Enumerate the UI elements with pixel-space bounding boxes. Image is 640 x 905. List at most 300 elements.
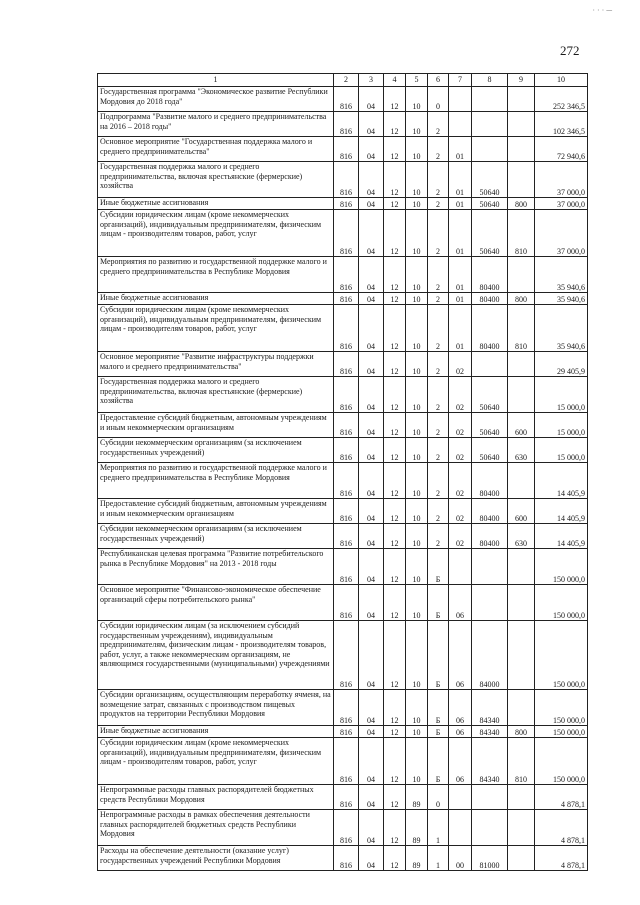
row-name: Мероприятия по развитию и государственной поддержке малого и среднего предпринимательства в Республике Мордовия [100, 463, 327, 482]
row-code-cell-c5: 10 [406, 162, 428, 198]
row-code-cell-c8: 80400 [472, 293, 508, 305]
table-row [98, 726, 588, 738]
row-amount-cell: 37 000,0 [535, 210, 588, 257]
row-code-cell-c5: 10 [406, 524, 428, 549]
row-code-cell-c4: 12 [384, 413, 406, 438]
table-row [98, 690, 588, 726]
row-code-cell-c7: 01 [449, 162, 472, 198]
table-row [98, 352, 588, 377]
row-code-cell-c7: 06 [449, 621, 472, 690]
row-code-cell-c8: 80400 [472, 524, 508, 549]
row-name: Иные бюджетные ассигнования [100, 726, 209, 735]
row-name-cell [98, 352, 334, 377]
row-code-cell-c5: 10 [406, 585, 428, 621]
row-name-cell [98, 137, 334, 162]
row-name-cell [98, 305, 334, 352]
row-code-cell-c8 [472, 137, 508, 162]
row-code-cell-c7: 01 [449, 137, 472, 162]
row-code-cell-c3: 04 [359, 377, 384, 413]
row-code-cell-c2: 816 [334, 198, 359, 210]
row-code-cell-c9: 800 [508, 726, 535, 738]
row-code-cell-c6: Б [428, 726, 449, 738]
scan-mark: · · · ─ [592, 6, 612, 15]
row-code-cell-c7 [449, 785, 472, 810]
row-amount-cell: 15 000,0 [535, 377, 588, 413]
header-cell: 9 [508, 74, 535, 87]
row-code-cell-c7: 02 [449, 377, 472, 413]
row-amount-cell: 14 405,9 [535, 499, 588, 524]
row-code-cell-c8 [472, 352, 508, 377]
header-row [98, 74, 588, 87]
row-code-cell-c6: 2 [428, 305, 449, 352]
row-name: Государственная поддержка малого и среднего предпринимательства, включая крестьянские (фермерские) хозяйства [100, 377, 303, 405]
row-code-cell-c9: 810 [508, 738, 535, 785]
row-code-cell-c3: 04 [359, 210, 384, 257]
row-code-cell-c2: 816 [334, 293, 359, 305]
row-name-cell [98, 463, 334, 499]
row-code-cell-c2: 816 [334, 305, 359, 352]
row-amount-cell: 37 000,0 [535, 198, 588, 210]
row-name-cell [98, 585, 334, 621]
row-amount-cell: 15 000,0 [535, 413, 588, 438]
row-name-cell [98, 738, 334, 785]
row-code-cell-c6: 0 [428, 785, 449, 810]
row-code-cell-c4: 12 [384, 549, 406, 585]
row-code-cell-c4: 12 [384, 810, 406, 846]
table-row [98, 549, 588, 585]
row-code-cell-c3: 04 [359, 690, 384, 726]
row-name-cell [98, 198, 334, 210]
row-amount-cell: 35 940,6 [535, 305, 588, 352]
row-code-cell-c4: 12 [384, 785, 406, 810]
header-cell: 3 [359, 74, 384, 87]
row-code-cell-c4: 12 [384, 210, 406, 257]
table-row [98, 846, 588, 871]
row-code-cell-c2: 816 [334, 785, 359, 810]
row-code-cell-c4: 12 [384, 198, 406, 210]
row-code-cell-c5: 10 [406, 210, 428, 257]
row-code-cell-c8: 50640 [472, 377, 508, 413]
row-code-cell-c7 [449, 87, 472, 112]
row-code-cell-c2: 816 [334, 499, 359, 524]
table-row [98, 585, 588, 621]
row-code-cell-c4: 12 [384, 621, 406, 690]
header-cell: 8 [472, 74, 508, 87]
row-code-cell-c2: 816 [334, 137, 359, 162]
row-code-cell-c7: 06 [449, 585, 472, 621]
table-row [98, 499, 588, 524]
row-code-cell-c3: 04 [359, 352, 384, 377]
row-code-cell-c5: 89 [406, 785, 428, 810]
row-code-cell-c9 [508, 463, 535, 499]
row-code-cell-c5: 10 [406, 413, 428, 438]
row-name: Основное мероприятие "Развитие инфраструктуры поддержки малого и среднего предпринимательства" [100, 352, 314, 371]
row-code-cell-c6: Б [428, 738, 449, 785]
table-row [98, 305, 588, 352]
row-code-cell-c5: 89 [406, 846, 428, 871]
row-code-cell-c2: 816 [334, 87, 359, 112]
row-code-cell-c6: 2 [428, 499, 449, 524]
row-amount-cell: 150 000,0 [535, 690, 588, 726]
row-code-cell-c4: 12 [384, 293, 406, 305]
row-code-cell-c5: 10 [406, 87, 428, 112]
row-code-cell-c8: 50640 [472, 210, 508, 257]
table-row [98, 785, 588, 810]
row-code-cell-c6: 2 [428, 413, 449, 438]
row-amount-cell: 150 000,0 [535, 585, 588, 621]
row-amount-cell: 4 878,1 [535, 810, 588, 846]
row-code-cell-c7: 02 [449, 524, 472, 549]
row-code-cell-c8: 80400 [472, 499, 508, 524]
row-code-cell-c9 [508, 690, 535, 726]
table-row [98, 137, 588, 162]
row-code-cell-c4: 12 [384, 438, 406, 463]
row-code-cell-c6: Б [428, 690, 449, 726]
row-code-cell-c8 [472, 112, 508, 137]
row-name: Предоставление субсидий бюджетным, автономным учреждениям и иным некоммерческим организациям [100, 413, 327, 432]
row-code-cell-c6: 2 [428, 438, 449, 463]
table-row [98, 463, 588, 499]
row-name: Субсидии юридическим лицам (кроме некоммерческих организаций), индивидуальным предпринимателям, физическим лицам - производителям товаров, работ, услуг [100, 738, 322, 766]
row-name: Основное мероприятие "Финансово-экономическое обеспечение организаций сферы потребительского рынка" [100, 585, 321, 604]
page-number: 272 [560, 43, 580, 58]
row-code-cell-c9 [508, 352, 535, 377]
row-code-cell-c9: 800 [508, 293, 535, 305]
row-code-cell-c2: 816 [334, 463, 359, 499]
row-name-cell [98, 549, 334, 585]
row-code-cell-c3: 04 [359, 738, 384, 785]
row-name: Иные бюджетные ассигнования [100, 198, 209, 207]
row-name: Государственная поддержка малого и среднего предпринимательства, включая крестьянские (фермерские) хозяйства [100, 162, 303, 190]
table-row [98, 293, 588, 305]
row-code-cell-c7 [449, 112, 472, 137]
row-name: Субсидии некоммерческим организациям (за исключением государственных учреждений) [100, 438, 302, 457]
row-code-cell-c5: 10 [406, 738, 428, 785]
row-amount-cell: 102 346,5 [535, 112, 588, 137]
row-code-cell-c2: 816 [334, 210, 359, 257]
row-name-cell [98, 377, 334, 413]
row-name-cell [98, 621, 334, 690]
row-code-cell-c9 [508, 257, 535, 293]
row-name-cell [98, 210, 334, 257]
row-code-cell-c8: 84340 [472, 738, 508, 785]
row-name-cell [98, 413, 334, 438]
row-amount-cell: 4 878,1 [535, 846, 588, 871]
row-code-cell-c5: 10 [406, 726, 428, 738]
row-amount-cell: 72 940,6 [535, 137, 588, 162]
row-code-cell-c7 [449, 810, 472, 846]
row-code-cell-c7: 01 [449, 293, 472, 305]
row-code-cell-c4: 12 [384, 585, 406, 621]
row-code-cell-c6: Б [428, 549, 449, 585]
row-code-cell-c9 [508, 621, 535, 690]
row-code-cell-c2: 816 [334, 413, 359, 438]
row-code-cell-c3: 04 [359, 162, 384, 198]
row-code-cell-c2: 816 [334, 690, 359, 726]
row-code-cell-c9: 600 [508, 499, 535, 524]
row-code-cell-c9 [508, 549, 535, 585]
row-code-cell-c6: 2 [428, 524, 449, 549]
row-code-cell-c4: 12 [384, 87, 406, 112]
row-code-cell-c4: 12 [384, 846, 406, 871]
row-name-cell [98, 293, 334, 305]
row-name: Основное мероприятие "Государственная поддержка малого и среднего предпринимательства" [100, 137, 313, 156]
row-name-cell [98, 810, 334, 846]
header-cell: 7 [449, 74, 472, 87]
row-code-cell-c8 [472, 785, 508, 810]
row-amount-cell: 35 940,6 [535, 257, 588, 293]
row-code-cell-c5: 10 [406, 257, 428, 293]
row-code-cell-c8 [472, 549, 508, 585]
row-amount-cell: 29 405,9 [535, 352, 588, 377]
row-code-cell-c9 [508, 137, 535, 162]
row-code-cell-c5: 10 [406, 352, 428, 377]
row-code-cell-c5: 10 [406, 198, 428, 210]
row-code-cell-c6: 2 [428, 377, 449, 413]
row-code-cell-c6: 1 [428, 810, 449, 846]
row-code-cell-c4: 12 [384, 305, 406, 352]
row-code-cell-c3: 04 [359, 87, 384, 112]
row-code-cell-c8: 50640 [472, 413, 508, 438]
row-code-cell-c2: 816 [334, 352, 359, 377]
row-code-cell-c4: 12 [384, 257, 406, 293]
row-name: Государственная программа "Экономическое развитие Республики Мордовия до 2018 года" [100, 87, 328, 106]
row-name: Предоставление субсидий бюджетным, автономным учреждениям и иным некоммерческим организациям [100, 499, 327, 518]
row-code-cell-c5: 10 [406, 377, 428, 413]
row-name-cell [98, 438, 334, 463]
row-code-cell-c7: 01 [449, 305, 472, 352]
table-row [98, 621, 588, 690]
header-cell: 5 [406, 74, 428, 87]
row-code-cell-c8: 80400 [472, 463, 508, 499]
row-code-cell-c2: 816 [334, 846, 359, 871]
row-code-cell-c3: 04 [359, 438, 384, 463]
row-code-cell-c2: 816 [334, 438, 359, 463]
row-code-cell-c5: 10 [406, 499, 428, 524]
row-code-cell-c7: 01 [449, 210, 472, 257]
table-row [98, 438, 588, 463]
row-amount-cell: 150 000,0 [535, 738, 588, 785]
table-row [98, 162, 588, 198]
table-row [98, 257, 588, 293]
row-amount-cell: 150 000,0 [535, 549, 588, 585]
row-name-cell [98, 257, 334, 293]
row-code-cell-c9: 630 [508, 438, 535, 463]
row-code-cell-c2: 816 [334, 726, 359, 738]
row-amount-cell: 14 405,9 [535, 524, 588, 549]
row-code-cell-c3: 04 [359, 810, 384, 846]
row-code-cell-c8 [472, 87, 508, 112]
row-code-cell-c8: 84340 [472, 690, 508, 726]
table-row [98, 810, 588, 846]
row-code-cell-c7: 06 [449, 738, 472, 785]
row-code-cell-c7: 06 [449, 726, 472, 738]
row-code-cell-c6: 2 [428, 162, 449, 198]
table-row [98, 198, 588, 210]
row-name-cell [98, 87, 334, 112]
row-code-cell-c5: 10 [406, 137, 428, 162]
row-code-cell-c3: 04 [359, 621, 384, 690]
row-code-cell-c5: 10 [406, 112, 428, 137]
row-code-cell-c8: 50640 [472, 438, 508, 463]
row-amount-cell: 252 346,5 [535, 87, 588, 112]
row-code-cell-c7: 02 [449, 413, 472, 438]
row-code-cell-c6: 2 [428, 210, 449, 257]
row-name-cell [98, 499, 334, 524]
row-name-cell [98, 726, 334, 738]
row-code-cell-c5: 89 [406, 810, 428, 846]
row-code-cell-c2: 816 [334, 112, 359, 137]
row-code-cell-c9 [508, 810, 535, 846]
row-code-cell-c9: 600 [508, 413, 535, 438]
row-amount-cell: 35 940,6 [535, 293, 588, 305]
row-code-cell-c6: 2 [428, 257, 449, 293]
row-code-cell-c2: 816 [334, 162, 359, 198]
row-amount-cell: 4 878,1 [535, 785, 588, 810]
row-code-cell-c7: 02 [449, 499, 472, 524]
row-code-cell-c4: 12 [384, 112, 406, 137]
row-code-cell-c3: 04 [359, 198, 384, 210]
row-code-cell-c7: 01 [449, 257, 472, 293]
row-code-cell-c3: 04 [359, 463, 384, 499]
header-cell: 4 [384, 74, 406, 87]
table-row [98, 738, 588, 785]
table-row [98, 210, 588, 257]
row-code-cell-c2: 816 [334, 585, 359, 621]
table-row [98, 413, 588, 438]
row-name: Субсидии организациям, осуществляющим переработку ячменя, на возмещение затрат, связанных с производством пищевых продуктов на территории Республики Мордовия [100, 690, 331, 718]
row-code-cell-c8: 84340 [472, 726, 508, 738]
row-name: Непрограммные расходы в рамках обеспечения деятельности главных распорядителей бюджетных средств Республики Мордовия [100, 810, 310, 838]
row-code-cell-c9 [508, 785, 535, 810]
row-name: Расходы на обеспечение деятельности (оказание услуг) государственных учреждений Республики Мордовия [100, 846, 289, 865]
row-code-cell-c9 [508, 585, 535, 621]
row-name-cell [98, 162, 334, 198]
row-name-cell [98, 785, 334, 810]
row-name-cell [98, 846, 334, 871]
row-name-cell [98, 690, 334, 726]
row-code-cell-c7: 02 [449, 463, 472, 499]
row-name-cell [98, 112, 334, 137]
row-amount-cell: 150 000,0 [535, 726, 588, 738]
row-code-cell-c3: 04 [359, 726, 384, 738]
row-code-cell-c4: 12 [384, 726, 406, 738]
row-code-cell-c2: 816 [334, 524, 359, 549]
row-code-cell-c6: 2 [428, 198, 449, 210]
table-row [98, 524, 588, 549]
row-code-cell-c8: 50640 [472, 198, 508, 210]
row-code-cell-c3: 04 [359, 293, 384, 305]
row-code-cell-c2: 816 [334, 257, 359, 293]
row-code-cell-c3: 04 [359, 305, 384, 352]
row-amount-cell: 14 405,9 [535, 463, 588, 499]
budget-table [97, 73, 588, 871]
row-code-cell-c3: 04 [359, 413, 384, 438]
row-code-cell-c9: 810 [508, 305, 535, 352]
row-code-cell-c4: 12 [384, 137, 406, 162]
row-code-cell-c6: 0 [428, 87, 449, 112]
row-code-cell-c2: 816 [334, 377, 359, 413]
header-cell: 2 [334, 74, 359, 87]
row-code-cell-c6: 2 [428, 463, 449, 499]
row-code-cell-c9 [508, 87, 535, 112]
row-name: Субсидии юридическим лицам (кроме некоммерческих организаций), индивидуальным предпринимателям, физическим лицам - производителям товаров, работ, услуг [100, 305, 322, 333]
row-code-cell-c7: 00 [449, 846, 472, 871]
row-code-cell-c5: 10 [406, 463, 428, 499]
row-code-cell-c3: 04 [359, 499, 384, 524]
row-amount-cell: 37 000,0 [535, 162, 588, 198]
row-code-cell-c7: 01 [449, 198, 472, 210]
row-code-cell-c3: 04 [359, 112, 384, 137]
table-row [98, 377, 588, 413]
row-code-cell-c6: 2 [428, 352, 449, 377]
row-code-cell-c2: 816 [334, 549, 359, 585]
row-name: Субсидии некоммерческим организациям (за исключением государственных учреждений) [100, 524, 302, 543]
row-code-cell-c4: 12 [384, 524, 406, 549]
row-code-cell-c5: 10 [406, 438, 428, 463]
row-code-cell-c5: 10 [406, 549, 428, 585]
row-name: Подпрограмма "Развитие малого и среднего предпринимательства на 2016 – 2018 годы" [100, 112, 327, 131]
row-code-cell-c4: 12 [384, 738, 406, 785]
row-code-cell-c6: Б [428, 585, 449, 621]
row-code-cell-c9 [508, 846, 535, 871]
row-code-cell-c7: 02 [449, 438, 472, 463]
header-cell: 1 [98, 74, 334, 87]
row-code-cell-c8: 80400 [472, 305, 508, 352]
row-code-cell-c8: 50640 [472, 162, 508, 198]
table-row [98, 87, 588, 112]
row-code-cell-c4: 12 [384, 690, 406, 726]
row-code-cell-c8 [472, 810, 508, 846]
row-amount-cell: 15 000,0 [535, 438, 588, 463]
table-row [98, 112, 588, 137]
row-code-cell-c3: 04 [359, 785, 384, 810]
row-code-cell-c9 [508, 377, 535, 413]
row-code-cell-c7 [449, 549, 472, 585]
row-code-cell-c4: 12 [384, 463, 406, 499]
row-code-cell-c3: 04 [359, 524, 384, 549]
row-code-cell-c6: 1 [428, 846, 449, 871]
row-code-cell-c3: 04 [359, 585, 384, 621]
row-code-cell-c9 [508, 112, 535, 137]
row-code-cell-c9: 800 [508, 198, 535, 210]
row-code-cell-c8 [472, 585, 508, 621]
row-code-cell-c6: 2 [428, 137, 449, 162]
row-code-cell-c8: 80400 [472, 257, 508, 293]
row-name: Субсидии юридическим лицам (кроме некоммерческих организаций), индивидуальным предпринимателям, физическим лицам - производителям товаров, работ, услуг [100, 210, 322, 238]
row-code-cell-c2: 816 [334, 621, 359, 690]
row-amount-cell: 150 000,0 [535, 621, 588, 690]
header-cell: 10 [535, 74, 588, 87]
row-code-cell-c3: 04 [359, 257, 384, 293]
row-code-cell-c5: 10 [406, 621, 428, 690]
row-code-cell-c2: 816 [334, 738, 359, 785]
row-code-cell-c5: 10 [406, 293, 428, 305]
row-code-cell-c4: 12 [384, 377, 406, 413]
row-code-cell-c4: 12 [384, 162, 406, 198]
row-code-cell-c8: 81000 [472, 846, 508, 871]
row-code-cell-c4: 12 [384, 499, 406, 524]
row-code-cell-c6: 2 [428, 293, 449, 305]
row-code-cell-c9: 810 [508, 210, 535, 257]
row-code-cell-c9 [508, 162, 535, 198]
row-code-cell-c5: 10 [406, 690, 428, 726]
row-code-cell-c5: 10 [406, 305, 428, 352]
row-code-cell-c6: Б [428, 621, 449, 690]
row-code-cell-c7: 02 [449, 352, 472, 377]
header-cell: 6 [428, 74, 449, 87]
row-code-cell-c3: 04 [359, 549, 384, 585]
